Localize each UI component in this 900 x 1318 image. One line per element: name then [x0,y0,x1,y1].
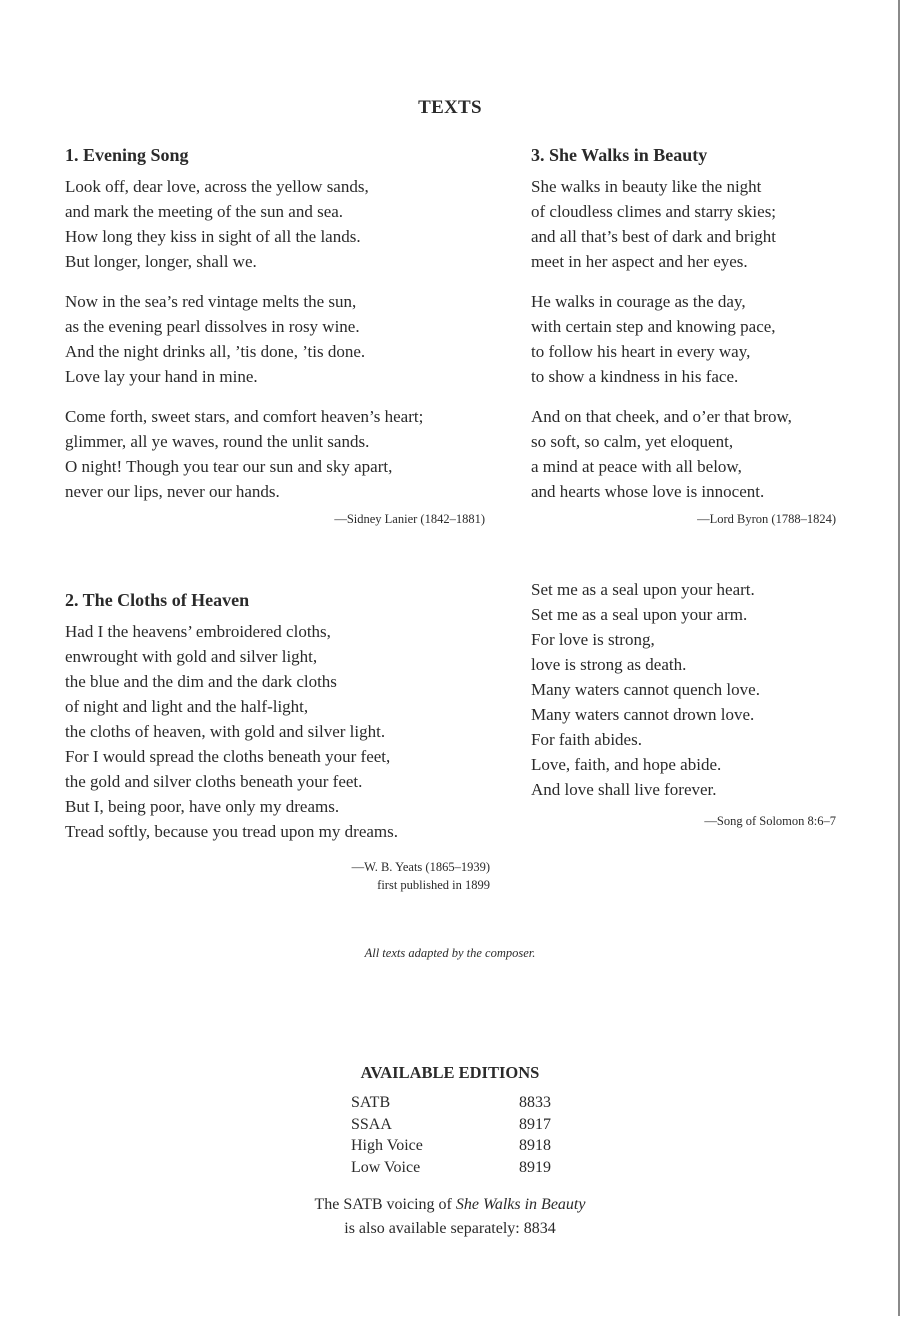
stanza [65,289,485,389]
poem-line: And the night drinks all, ’tis done, ’tis done. [65,342,366,361]
poem-credit: —W. B. Yeats (1865–1939) [351,860,490,874]
edition-row [351,1114,551,1136]
poem-line: with certain step and knowing pace, [531,317,776,336]
edition-number: 8833 [519,1094,551,1111]
poem-line: And on that cheek, and o’er that brow, [531,407,792,426]
poem-title: 1. Evening Song [65,145,189,165]
poem-cloths-of-heaven [65,588,490,894]
poem-line: and mark the meeting of the sun and sea. [65,202,344,221]
edition-row [351,1135,551,1157]
edition-row [351,1157,551,1179]
poem-line: Set me as a seal upon your heart. [531,580,755,599]
page-title: TEXTS [418,97,482,118]
edition-row [351,1092,551,1114]
edition-voicing: High Voice [351,1137,423,1154]
edition-number: 8919 [519,1158,551,1176]
editions-table [351,1092,551,1178]
edition-voicing: SATB [351,1094,391,1111]
edition-voicing: Low Voice [351,1158,421,1176]
poem-title: 3. She Walks in Beauty [531,145,708,165]
available-editions [0,1062,900,1176]
poem-line: She walks in beauty like the night [531,177,762,196]
poem-line: Many waters cannot drown love. [531,705,755,724]
poem-line: glimmer, all ye waves, round the unlit sands. [65,432,370,451]
satb-note-line2: is also available separately: 8834 [344,1220,556,1237]
poem-credit-note: first published in 1899 [377,878,490,892]
poem-line: But I, being poor, have only my dreams. [65,797,340,816]
poem-line: O night! Though you tear our sun and sky apart, [65,457,393,476]
poem-line: the cloths of heaven, with gold and silver light. [65,722,386,741]
poem-line: Had I the heavens’ embroidered cloths, [65,622,331,641]
poem-line: love is strong as death. [531,655,687,674]
poem-line: to show a kindness in his face. [531,367,739,386]
poem-line: a mind at peace with all below, [531,457,742,476]
poem-line: so soft, so calm, yet eloquent, [531,432,734,451]
edition-voicing: SSAA [351,1115,392,1133]
poem-credit: —Lord Byron (1788–1824) [697,512,836,526]
poem-line: For faith abides. [531,730,642,749]
poem-credit: —Song of Solomon 8:6–7 [704,814,836,828]
stanza [65,404,485,504]
satb-note-prefix: The SATB voicing of [314,1196,456,1213]
poem-line: For I would spread the cloths beneath your feet, [65,747,391,766]
poem-line: of night and light and the half-light, [65,697,309,716]
poem-line: But longer, longer, shall we. [65,252,257,271]
poem-she-walks-in-beauty [531,143,836,528]
poem-line: Now in the sea’s red vintage melts the sun, [65,292,357,311]
poem-line: and hearts whose love is innocent. [531,482,765,501]
poem-line: Love, faith, and hope abide. [531,755,722,774]
poem-line: Come forth, sweet stars, and comfort heaven’s heart; [65,407,424,426]
poem-line: Set me as a seal upon your arm. [531,605,748,624]
poem-line: He walks in courage as the day, [531,292,746,311]
poem-line: never our lips, never our hands. [65,482,280,501]
poem-credit: —Sidney Lanier (1842–1881) [334,512,485,526]
poem-line: to follow his heart in every way, [531,342,751,361]
poem-evening-song [65,143,485,528]
stanza [65,619,490,844]
editions-title: AVAILABLE EDITIONS [360,1063,540,1082]
edition-number: 8917 [519,1115,551,1133]
poem-line: For love is strong, [531,630,655,649]
adaptation-note: All texts adapted by the composer. [364,946,536,960]
edition-number: 8918 [519,1137,551,1154]
stanza [531,404,836,504]
poem-line: Many waters cannot quench love. [531,680,760,699]
poem-line: And love shall live forever. [531,780,717,799]
poem-line: Look off, dear love, across the yellow sands, [65,177,369,196]
poem-line: of cloudless climes and starry skies; [531,202,777,221]
poem-line: Love lay your hand in mine. [65,367,258,386]
satb-note-title: She Walks in Beauty [455,1196,586,1213]
poem-song-of-solomon [531,577,836,830]
poem-line: and all that’s best of dark and bright [531,227,777,246]
poem-line: enwrought with gold and silver light, [65,647,318,666]
poem-line: meet in her aspect and her eyes. [531,252,748,271]
stanza [65,174,485,274]
poem-line: How long they kiss in sight of all the lands. [65,227,361,246]
stanza [531,577,836,802]
poem-title: 2. The Cloths of Heaven [65,590,250,610]
stanza [531,174,836,274]
poem-line: the gold and silver cloths beneath your feet. [65,772,363,791]
poem-line: as the evening pearl dissolves in rosy wine. [65,317,360,336]
poem-line: Tread softly, because you tread upon my dreams. [65,822,398,841]
satb-separate-note [0,1193,900,1241]
poem-line: the blue and the dim and the dark cloths [65,672,337,691]
satb-note-line1 [0,1193,900,1217]
stanza [531,289,836,389]
